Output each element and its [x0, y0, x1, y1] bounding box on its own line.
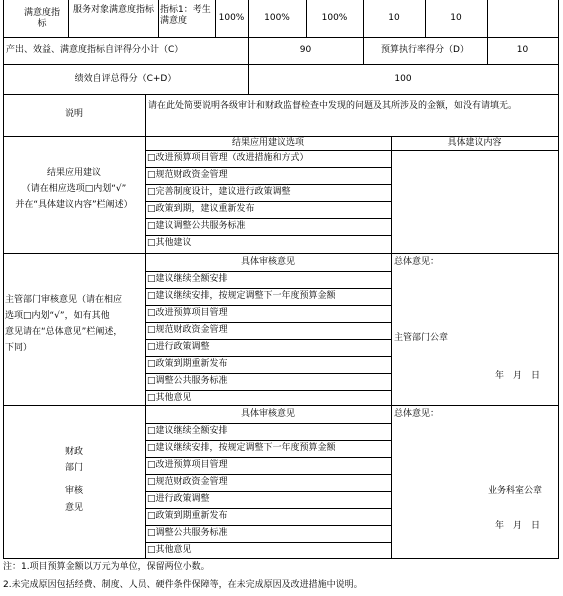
grid-line [145, 271, 391, 272]
grid-line [145, 457, 391, 458]
dept-review-label-line2: 选项□内划“√”，如有其他 [5, 311, 110, 321]
indicator-value-3: 100% [321, 13, 348, 23]
finance-review-option[interactable]: □其他意见 [147, 545, 192, 555]
subtotal-label: 产出、效益、满意度指标自评得分小计（C） [6, 45, 184, 55]
finance-review-option[interactable]: □调整公共服务标准 [147, 528, 228, 538]
grid-line [145, 339, 391, 340]
grid-line [145, 525, 391, 526]
grid-line [3, 37, 559, 38]
finance-review-label: 意见 [64, 503, 83, 513]
grid-line [145, 356, 391, 357]
indicator-subcategory: 服务对象满意度指标 [72, 5, 154, 15]
finance-date: 年 月 日 [495, 521, 541, 531]
suggestion-option[interactable]: □建议调整公共服务标准 [147, 221, 246, 231]
grid-line [3, 94, 559, 95]
finance-review-header: 具体审核意见 [240, 409, 295, 419]
finance-review-option[interactable]: □进行政策调整 [147, 494, 210, 504]
dept-review-option[interactable]: □规范财政资金管理 [147, 325, 228, 335]
finance-seal-label: 业务科室公章 [488, 486, 543, 496]
grid-line [145, 491, 391, 492]
grid-line [3, 64, 559, 65]
grid-line [145, 167, 391, 168]
finance-review-label: 部门 [64, 463, 83, 473]
footnote-1: 注：1.项目预算金额以万元为单位，保留两位小数。 [3, 562, 210, 572]
grid-line [145, 508, 391, 509]
indicator-value-4: 10 [388, 13, 400, 23]
suggestion-label-line3: 并在“具体建议内容”栏阐述） [15, 200, 133, 210]
footnote-2: 2.未完成原因包括经费、制度、人员、硬件条件保障等，在未完成原因及改进措施中说明。 [3, 580, 363, 590]
grid-line [487, 0, 488, 37]
grid-line [145, 322, 391, 323]
finance-overall-label: 总体意见： [394, 409, 440, 419]
dept-review-option[interactable]: □建议继续全额安排 [147, 274, 228, 284]
grid-line [145, 305, 391, 306]
suggestion-option[interactable]: □其他建议 [147, 238, 192, 248]
finance-review-label: 审核 [64, 486, 83, 496]
grid-line [391, 136, 392, 558]
indicator-value-1: 100% [218, 13, 245, 23]
suggestion-options-header: 结果应用建议选项 [231, 138, 304, 148]
explanation-label: 说明 [64, 109, 83, 119]
grid-line [3, 253, 559, 254]
indicator-category: 满意度指标 [23, 8, 60, 29]
indicator-value-2: 100% [264, 13, 290, 23]
dept-review-option[interactable]: □进行政策调整 [147, 342, 210, 352]
dept-review-option[interactable]: □调整公共服务标准 [147, 376, 228, 386]
dept-review-label-line4: 下同） [5, 343, 33, 353]
suggestion-content-header: 具体建议内容 [447, 138, 502, 148]
finance-review-option[interactable]: □改进预算项目管理 [147, 460, 228, 470]
grid-line [145, 474, 391, 475]
grid-line [3, 405, 559, 406]
finance-review-option[interactable]: □政策到期重新发布 [147, 511, 228, 521]
dept-review-option[interactable]: □建议继续安排，按规定调整下一年度预算金额 [147, 291, 336, 301]
dept-review-option[interactable]: □其他意见 [147, 393, 192, 403]
grid-line [145, 440, 391, 441]
grid-line [145, 150, 559, 151]
total-score-value: 100 [394, 74, 412, 84]
grid-line [3, 558, 559, 559]
suggestion-option[interactable]: □政策到期，建议重新发布 [147, 204, 255, 214]
grid-line [145, 218, 391, 219]
budget-execution-label: 预算执行率得分（D） [381, 45, 469, 55]
grid-line [68, 0, 69, 37]
explanation-text: 请在此处简要说明各级审计和财政监督检查中发现的问题及其所涉及的金额，如没有请填无。 [148, 101, 518, 111]
subtotal-value: 90 [299, 45, 312, 55]
finance-review-option[interactable]: □建议继续安排，按规定调整下一年度预算金额 [147, 443, 336, 453]
suggestion-option[interactable]: □改进预算项目管理（改进措施和方式） [147, 153, 309, 163]
grid-line [145, 423, 391, 424]
finance-review-option[interactable]: □规范财政资金管理 [147, 477, 228, 487]
grid-line [145, 235, 391, 236]
dept-review-header: 具体审核意见 [240, 257, 295, 267]
grid-line [158, 0, 159, 37]
budget-execution-value: 10 [516, 45, 529, 55]
grid-line [145, 373, 391, 374]
grid-line [3, 136, 559, 137]
total-score-label: 绩效自评总得分（C+D） [74, 74, 177, 84]
suggestion-option[interactable]: □规范财政资金管理 [147, 170, 228, 180]
suggestion-option[interactable]: □完善制度设计，建议进行政策调整 [147, 187, 291, 197]
finance-review-option[interactable]: □建议继续全额安排 [147, 426, 228, 436]
indicator-name: 指标1：考生满意度 [160, 5, 211, 26]
dept-review-option[interactable]: □政策到期重新发布 [147, 359, 228, 369]
finance-review-label: 财政 [64, 447, 83, 457]
suggestion-label-line1: 结果应用建议 [46, 168, 101, 178]
grid-line [145, 94, 146, 558]
dept-review-option[interactable]: □改进预算项目管理 [147, 308, 228, 318]
grid-line [145, 542, 391, 543]
indicator-value-5: 10 [450, 13, 462, 23]
dept-review-label-line3: 意见请在“总体意见”栏阐述， [5, 327, 123, 337]
grid-line [145, 184, 391, 185]
dept-overall-label: 总体意见： [394, 257, 440, 267]
grid-line [145, 201, 391, 202]
suggestion-label-line2: （请在相应选项□内划“√” [21, 184, 127, 194]
table-border-right [558, 0, 559, 558]
grid-line [145, 390, 391, 391]
dept-seal-label: 主管部门公章 [394, 333, 449, 343]
dept-review-label-line1: 主管部门审核意见（请在相应 [5, 295, 123, 305]
dept-date: 年 月 日 [495, 371, 541, 381]
grid-line [145, 288, 391, 289]
